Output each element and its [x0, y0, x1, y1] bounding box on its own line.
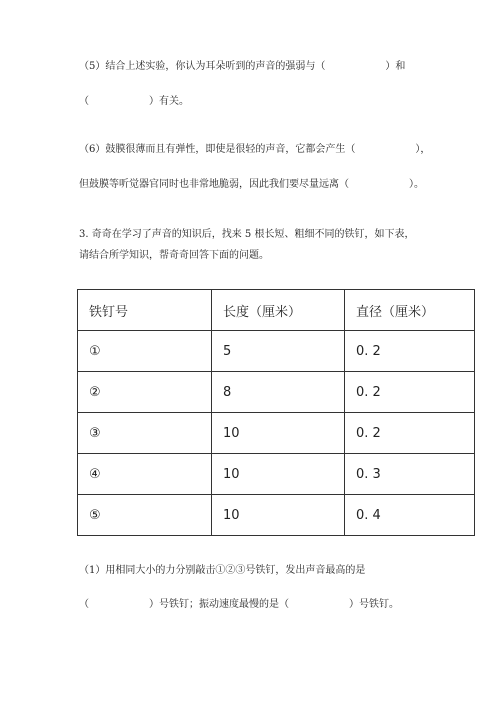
- cell-diameter: 0. 2: [345, 413, 475, 454]
- table-row: [78, 413, 475, 454]
- cell-nail-number: ⑤: [78, 495, 212, 536]
- table-header-row: [78, 290, 475, 331]
- cell-length: 10: [212, 454, 345, 495]
- q5-line-2: （ ）有关。: [79, 96, 189, 107]
- q3-line-2: 请结合所学知识，帮奇奇回答下面的问题。: [79, 250, 269, 261]
- header-nail-number: 铁钉号: [78, 290, 212, 331]
- cell-length: 10: [212, 495, 345, 536]
- cell-diameter: 0. 2: [345, 372, 475, 413]
- table-row: [78, 372, 475, 413]
- table-row: [78, 495, 475, 536]
- cell-length: 5: [212, 331, 345, 372]
- q6-line-1: （6）鼓膜很薄而且有弹性，即使是很轻的声音，它都会产生（ ），: [79, 144, 431, 155]
- nail-table: [77, 289, 475, 536]
- table-row: [78, 331, 475, 372]
- cell-diameter: 0. 3: [345, 454, 475, 495]
- table-row: [78, 454, 475, 495]
- cell-diameter: 0. 2: [345, 331, 475, 372]
- q3-1-line-1: （1）用相同大小的力分别敲击①②③号铁钉，发出声音最高的是: [79, 565, 366, 576]
- cell-diameter: 0. 4: [345, 495, 475, 536]
- header-length: 长度（厘米）: [212, 290, 345, 331]
- q3-1-line-2: （ ）号铁钉；振动速度最慢的是（ ）号铁钉。: [79, 599, 399, 610]
- cell-nail-number: ②: [78, 372, 212, 413]
- q3-line-1: 3. 奇奇在学习了声音的知识后，找来 5 根长短、粗细不同的铁钉，如下表，: [79, 229, 415, 240]
- q5-line-1: （5）结合上述实验，你认为耳朵听到的声音的强弱与（ ）和: [79, 61, 406, 72]
- cell-length: 8: [212, 372, 345, 413]
- cell-nail-number: ③: [78, 413, 212, 454]
- header-diameter: 直径（厘米）: [345, 290, 475, 331]
- cell-length: 10: [212, 413, 345, 454]
- cell-nail-number: ④: [78, 454, 212, 495]
- q6-line-2: 但鼓膜等听觉器官同时也非常地脆弱，因此我们要尽量远离（ ）。: [79, 179, 424, 190]
- cell-nail-number: ①: [78, 331, 212, 372]
